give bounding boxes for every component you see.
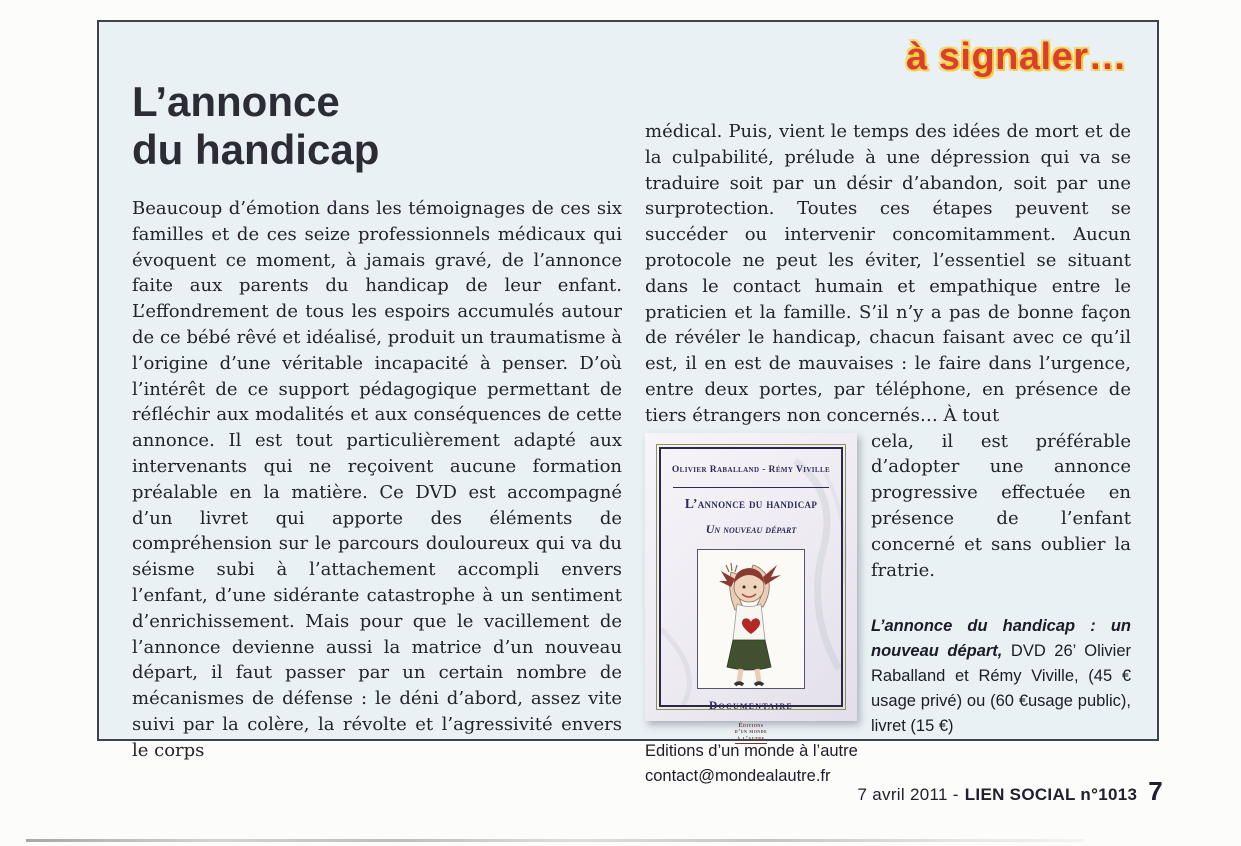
section-rubric: à signaler…: [906, 36, 1127, 78]
dvd-genre: Documentaire: [709, 699, 793, 712]
dvd-publisher-logo: [735, 723, 768, 745]
dvd-publisher-line3: à l’autre: [737, 735, 765, 742]
dvd-rule: [673, 487, 829, 488]
article-title: [132, 78, 379, 174]
caption-publisher: Editions d’un monde à l’autre: [645, 742, 858, 761]
article-paragraph-wrap: cela, il est préférable d’adopter une annonce progressive effectuée en présence de l’enfant concerné et sans oublier la fratrie.: [871, 430, 1131, 581]
dvd-authors: Olivier Raballand - Rémy Viville: [671, 464, 831, 475]
caption-title: L’annonce du handicap : un nouveau départ,: [871, 617, 1131, 661]
article-column-left: [132, 196, 622, 764]
footer-date: 7 avril 2011 -: [857, 785, 959, 804]
footer-journal-name: LIEN SOCIAL n°1013: [964, 785, 1138, 804]
article-column-right: [645, 119, 1131, 789]
dvd-cover-frame: [659, 447, 843, 742]
dvd-title: L’annonce du handicap: [684, 496, 818, 512]
article-paragraph-right: médical. Puis, vient le temps des idées de mort et de la culpabilité, prélude à une dépression qui va se traduire soit par un désir d’abandon, soit par une surprotection. Toutes ces étapes peuvent se succéder ou intervenir concomitamment. Aucun protocole ne peut les éviter, l’essentiel se situant dans le contact humain et empathique entre le praticien et la famille. S’il n’y a pas de bonne façon de révéler le handicap, chacun faisant avec ce qu’il est, il en est de mauvaises : le faire dans l’urgence, entre deux portes, par téléphone, en présence de tiers étrangers non concernés… À tout: [645, 121, 1131, 426]
article-title-line1: L’annonce: [132, 78, 340, 125]
girl-illustration: [698, 550, 804, 688]
dvd-cover: [645, 433, 857, 742]
page-footer: [858, 776, 1163, 807]
dvd-subtitle: Un nouveau départ: [705, 522, 797, 537]
wrap-region: [645, 429, 1131, 790]
dvd-cover-illustration: [697, 549, 805, 689]
caption-details: DVD 26’ Olivier Raballand et Rémy Viville, (45 € usage privé) ou (60 €usage public), livret (15 €): [871, 642, 1131, 736]
caption-contact: contact@mondealautre.fr: [645, 767, 831, 786]
footer-page-number: 7: [1148, 776, 1163, 806]
dvd-publisher-line1: Éditions: [738, 722, 764, 729]
article-paragraph-left: Beaucoup d’émotion dans les témoignages de ces six familles et de ces seize professionnels médicaux qui évoquent ce moment, à jamais gravé, de l’annonce faite aux parents du handicap de leur enfant. L’effondrement de tous les espoirs accumulés autour de ce bébé rêvé et idéalisé, produit un traumatisme à l’origine d’une véritable incapacité à penser. D’où l’intérêt de ce support pédagogique permettant de réfléchir aux modalités et aux conséquences de cette annonce. Il est tout particulièrement adapté aux intervenants qui ne reçoivent aucune formation préalable en la matière. Ce DVD est accompagné d’un livret qui apporte des éléments de compréhension sur le parcours douloureux qui va du séisme subi à l’attachement accompli envers l’enfant, d’une sidérante catastrophe à un sentiment d’enrichissement. Mais pour que le vacillement de l’annonce devienne aussi la matrice d’un nouveau départ, il faut passer par un certain nombre de mécanismes de défense : le déni d’abord, assez vite suivi par la colère, la révolte et l’agressivité envers le corps: [132, 198, 622, 761]
article-title-line2: du handicap: [132, 126, 380, 173]
scan-edge-artifact: [26, 839, 1084, 842]
dvd-publisher-line2: d’un monde: [734, 729, 768, 736]
